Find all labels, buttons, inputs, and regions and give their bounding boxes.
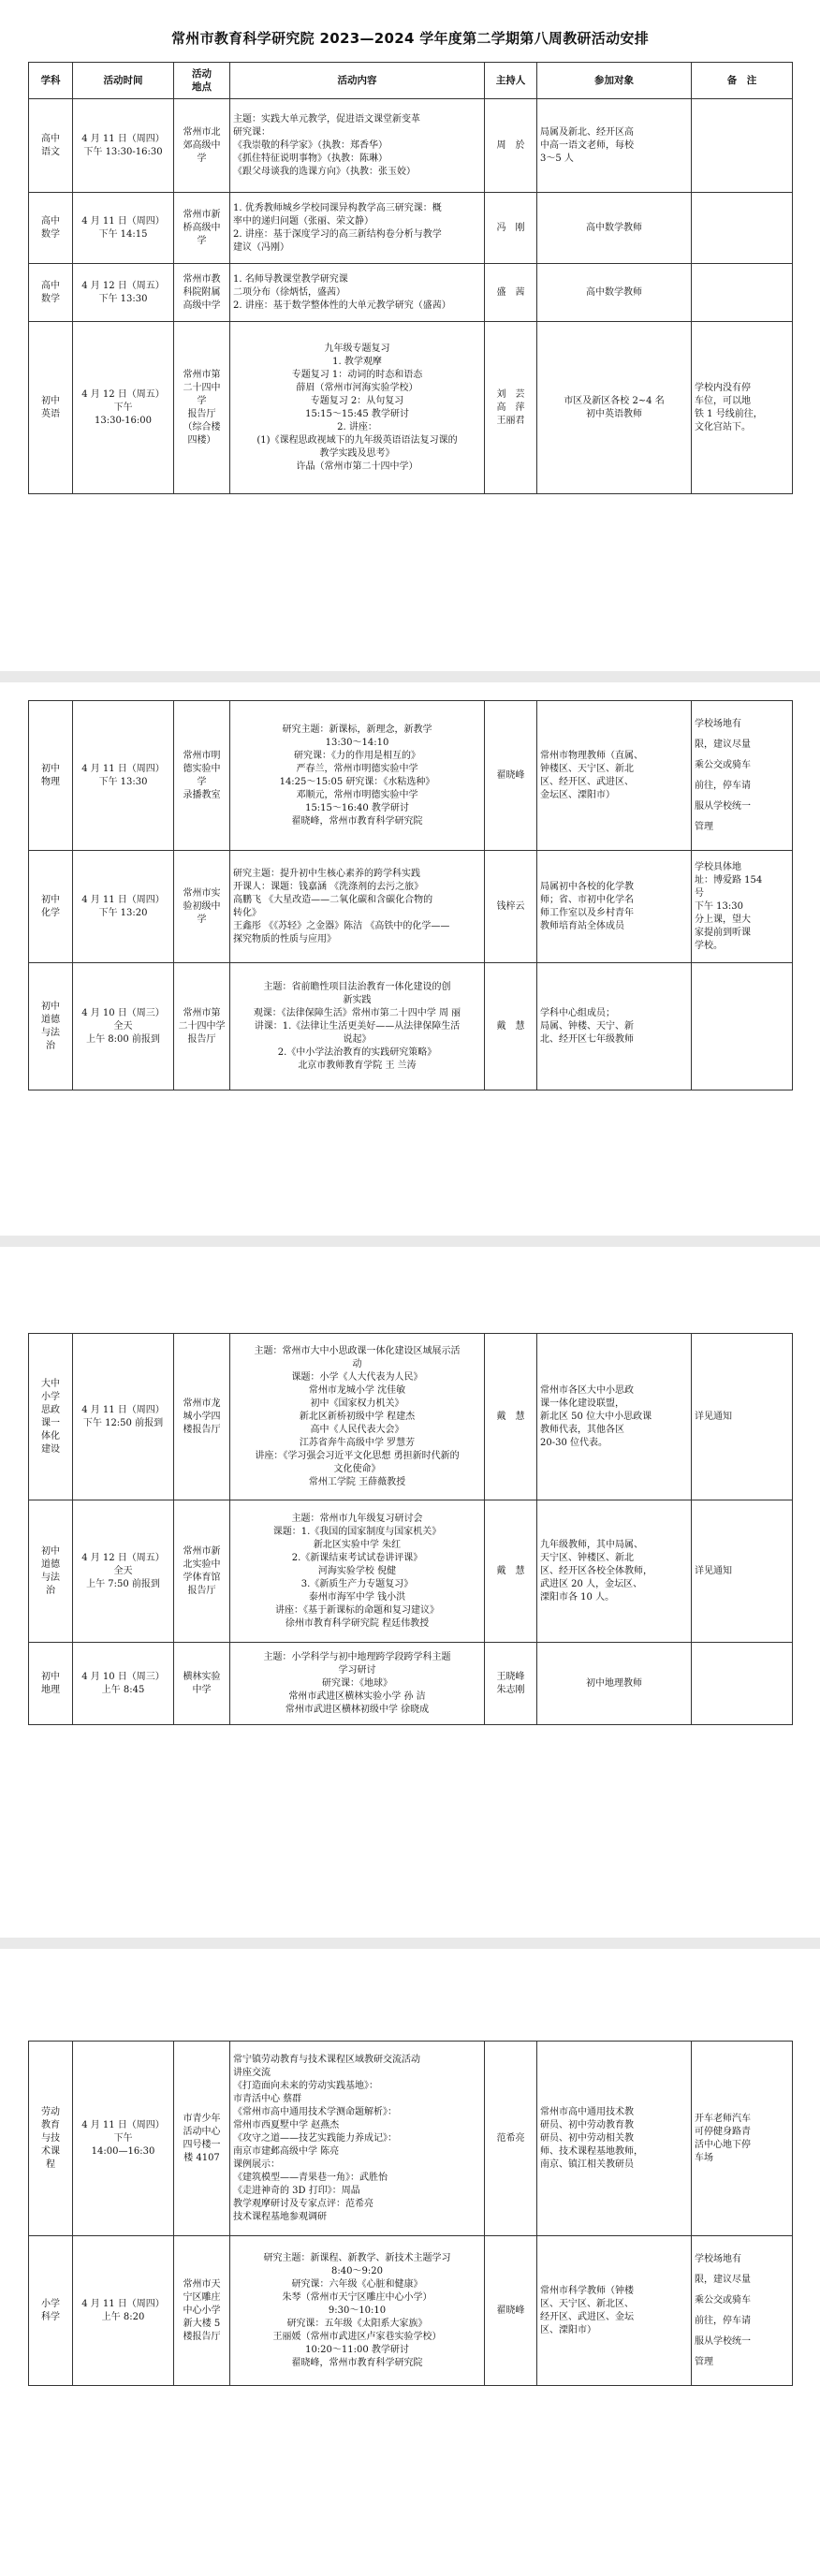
cell-audience: 高中数学教师 bbox=[537, 264, 692, 322]
cell-host: 冯 刚 bbox=[485, 193, 537, 264]
table-row bbox=[29, 193, 793, 264]
cell-subject: 初中 化学 bbox=[29, 851, 73, 963]
cell-host: 戴 慧 bbox=[485, 1334, 537, 1500]
header-remarks: 备 注 bbox=[692, 63, 793, 99]
cell-subject: 初中 英语 bbox=[29, 322, 73, 494]
cell-time: 4 月 10 日（周三） 上午 8:45 bbox=[73, 1643, 174, 1725]
cell-remarks bbox=[692, 264, 793, 322]
table-row bbox=[29, 851, 793, 963]
table-row bbox=[29, 322, 793, 494]
cell-host: 周 於 bbox=[485, 99, 537, 193]
cell-time: 4 月 12 日（周五） 下午 13:30 bbox=[73, 264, 174, 322]
table-row bbox=[29, 1643, 793, 1725]
cell-subject: 高中 语文 bbox=[29, 99, 73, 193]
schedule-table bbox=[28, 2041, 793, 2386]
schedule-block-3 bbox=[28, 1333, 792, 1725]
cell-remarks bbox=[692, 1643, 793, 1725]
schedule-table bbox=[28, 62, 793, 494]
cell-content: 常宁镇劳动教育与技术课程区域教研交流活动 讲座交流 《打造面向未来的劳动实践基地》： 市青活中心 蔡群 《常州市高中通用技术学测命题解析》： 常州市西夏墅中学 赵燕杰 《攻守之道——技艺实践能力养成记》： 南京市建邺高级中学 陈亮 课例展示： 《建筑模型——青果巷一角》：武胜怡 《走进神奇的 3D 打印》：周晶 教学观摩研讨及专家点评：范希亮 技术课程基地参观调研 bbox=[230, 2042, 485, 2236]
table-row bbox=[29, 1500, 793, 1643]
cell-content: 主题：常州市九年级复习研讨会 课题：1.《我国的国家制度与国家机关》 新北区实验中学 朱红 2.《新课结束考试试卷讲评课》 河海实验学校 倪健 3.《新质生产力专题复习》 泰州市海军中学 钱小洪 讲座：《基于新课标的命题和复习建议》 徐州市教育科学研究院 程廷伟教授 bbox=[230, 1500, 485, 1643]
cell-audience: 常州市各区大中小思政 课一体化建设联盟， 新北区 50 位大中小思政课 教师代表，其他各区 20-30 位代表。 bbox=[537, 1334, 692, 1500]
cell-audience: 九年级教师，其中局属、 天宁区、钟楼区、新北 区、经开区各校全体教师， 武进区 20 人，金坛区、 溧阳市各 10 人。 bbox=[537, 1500, 692, 1643]
cell-subject: 小学 科学 bbox=[29, 2236, 73, 2386]
cell-place: 横林实验 中学 bbox=[174, 1643, 230, 1725]
cell-place: 常州市新 桥高级中 学 bbox=[174, 193, 230, 264]
cell-content: 主题：常州市大中小思政课一体化建设区域展示活 动 课题：小学《人大代表为人民》 常州市龙城小学 沈佳敏 初中《国家权力机关》 新北区新桥初级中学 程建杰 高中《人民代表大会》 江苏省奔牛高级中学 罗慧芳 讲座：《学习强会习近平文化思想 勇担新时代新的 文化使命》 常州工学院 王薛薇教授 bbox=[230, 1334, 485, 1500]
cell-time: 4 月 10 日（周三） 全天 上午 8:00 前报到 bbox=[73, 963, 174, 1090]
cell-place: 常州市龙 城小学四 楼报告厅 bbox=[174, 1334, 230, 1500]
header-content: 活动内容 bbox=[230, 63, 485, 99]
schedule-block-2 bbox=[28, 700, 792, 1090]
cell-audience: 市区及新区各校 2~4 名 初中英语教师 bbox=[537, 322, 692, 494]
cell-remarks: 详见通知 bbox=[692, 1334, 793, 1500]
cell-content: 研究主题：新课标，新理念，新教学 13:30～14:10 研究课：《力的作用是相互的》 严春兰，常州市明德实验中学 14:25～15:05 研究课：《水粘选种》 邓顺元，常州市明德实验中学 15:15～16:40 教学研讨 翟晓峰，常州市教育科学研究院 bbox=[230, 701, 485, 851]
cell-place: 常州市教 科院附属 高级中学 bbox=[174, 264, 230, 322]
cell-host: 盛 茜 bbox=[485, 264, 537, 322]
cell-remarks: 详见通知 bbox=[692, 1500, 793, 1643]
cell-time: 4 月 11 日（周四） 下午 13:30 bbox=[73, 701, 174, 851]
cell-time: 4 月 11 日（周四） 下午 14:15 bbox=[73, 193, 174, 264]
cell-content: 主题：实践大单元教学，促进语文课堂新变革 研究课： 《我崇敬的科学家》（执教：郑香华） 《抓住特征说明事物》（执教：陈琳） 《跟父母谈我的选课方向》（执教：张玉姣） bbox=[230, 99, 485, 193]
cell-host: 王晓峰 朱志刚 bbox=[485, 1643, 537, 1725]
header-audience: 参加对象 bbox=[537, 63, 692, 99]
cell-subject: 初中 道德 与法 治 bbox=[29, 963, 73, 1090]
cell-subject: 高中 数学 bbox=[29, 264, 73, 322]
cell-place: 常州市新 北实验中 学体育馆 报告厅 bbox=[174, 1500, 230, 1643]
schedule-table bbox=[28, 1333, 793, 1725]
table-row bbox=[29, 701, 793, 851]
cell-host: 戴 慧 bbox=[485, 1500, 537, 1643]
cell-audience: 学科中心组成员； 局属、钟楼、天宁、新 北、经开区七年级教师 bbox=[537, 963, 692, 1090]
cell-place: 常州市第 二十四中 学 报告厅 （综合楼 四楼） bbox=[174, 322, 230, 494]
cell-content: 研究主题：新课程、新教学、新技术主题学习 8:40～9:20 研究课：六年级《心脏和健康》 朱琴（常州市天宁区雕庄中心小学） 9:30～10:10 研究课：五年级《太阳系大家族》 王丽媛（常州市武进区卢家巷实验学校） 10:20～11:00 教学研讨 翟晓峰，常州市教育科学研究院 bbox=[230, 2236, 485, 2386]
cell-place: 常州市实 验初级中 学 bbox=[174, 851, 230, 963]
cell-remarks bbox=[692, 193, 793, 264]
cell-audience: 局属及新北、经开区高 中高一语文老师，每校 3～5 人 bbox=[537, 99, 692, 193]
cell-place: 常州市明 德实验中 学 录播教室 bbox=[174, 701, 230, 851]
table-row bbox=[29, 2236, 793, 2386]
cell-time: 4 月 11 日（周四） 下午 13:20 bbox=[73, 851, 174, 963]
cell-time: 4 月 11 日（周四） 下午 13:30-16:30 bbox=[73, 99, 174, 193]
cell-subject: 初中 物理 bbox=[29, 701, 73, 851]
cell-time: 4 月 11 日（周四） 下午 14:00—16:30 bbox=[73, 2042, 174, 2236]
cell-audience: 常州市物理教师（直属、 钟楼区、天宁区、新北 区、经开区、武进区、 金坛区、溧阳市） bbox=[537, 701, 692, 851]
cell-subject: 劳动 教育 与技 术课 程 bbox=[29, 2042, 73, 2236]
cell-time: 4 月 11 日（周四） 上午 8:20 bbox=[73, 2236, 174, 2386]
schedule-block-4 bbox=[28, 2041, 792, 2386]
cell-audience: 局属初中各校的化学教 师；省、市初中化学名 师工作室以及乡村青年 教师培育站全体成员 bbox=[537, 851, 692, 963]
cell-host: 翟晓峰 bbox=[485, 2236, 537, 2386]
cell-host: 刘 芸 高 萍 王丽君 bbox=[485, 322, 537, 494]
cell-time: 4 月 12 日（周五） 下午 13:30-16:00 bbox=[73, 322, 174, 494]
cell-host: 翟晓峰 bbox=[485, 701, 537, 851]
page-gap bbox=[0, 671, 820, 682]
cell-content: 主题：小学科学与初中地理跨学段跨学科主题 学习研讨 研究课：《地球》 常州市武进区横林实验小学 孙 洁 常州市武进区横林初级中学 徐晓成 bbox=[230, 1643, 485, 1725]
cell-remarks: 学校具体地 址：博爱路 154 号 下午 13:30 分上课，望大 家提前到听课 学校。 bbox=[692, 851, 793, 963]
cell-content: 1. 优秀教师城乡学校同课异构教学高三研究课：概 率中的递归问题（张丽、荣文静） 2. 讲座：基于深度学习的高三新结构卷分析与教学 建议（冯刚） bbox=[230, 193, 485, 264]
cell-content: 研究主题：提升初中生核心素养的跨学科实践 开课人：课题：钱嘉涵 《洗涤剂的去污之旅》 高鹏飞 《大星改造——二氧化碳和含碳化合物的 转化》 王鑫彤 《《苏轻》之金器》陈洁 《高铁中的化学—— 探究物质的性质与应用》 bbox=[230, 851, 485, 963]
cell-remarks bbox=[692, 99, 793, 193]
page-gap bbox=[0, 1938, 820, 1949]
header-subject: 学科 bbox=[29, 63, 73, 99]
cell-content: 1. 名师导教课堂教学研究课 二项分布（徐炳恬，盛茜） 2. 讲座：基于数学整体性的大单元教学研究（盛茜） bbox=[230, 264, 485, 322]
cell-place: 常州市北 郊高级中 学 bbox=[174, 99, 230, 193]
schedule-block-1 bbox=[28, 62, 792, 494]
cell-subject: 高中 数学 bbox=[29, 193, 73, 264]
cell-remarks: 开车老师汽车 可停健身路青 活中心地下停 车场 bbox=[692, 2042, 793, 2236]
cell-content: 九年级专题复习 1. 教学观摩 专题复习 1：动词的时态和语态 薛眉（常州市河海实验学校） 专题复习 2：从句复习 15:15～15:45 教学研讨 2. 讲座： (1)《课程思政视域下的九年级英语语法复习课的 教学实践及思考》 许晶（常州市第二十四中学） bbox=[230, 322, 485, 494]
cell-place: 常州市天 宁区雕庄 中心小学 新大楼 5 楼报告厅 bbox=[174, 2236, 230, 2386]
header-place: 活动 地点 bbox=[174, 63, 230, 99]
table-row bbox=[29, 2042, 793, 2236]
cell-audience: 初中地理教师 bbox=[537, 1643, 692, 1725]
table-row bbox=[29, 1334, 793, 1500]
cell-place: 常州市第 二十四中学 报告厅 bbox=[174, 963, 230, 1090]
table-row bbox=[29, 264, 793, 322]
schedule-table bbox=[28, 700, 793, 1090]
cell-audience: 高中数学教师 bbox=[537, 193, 692, 264]
cell-remarks bbox=[692, 963, 793, 1090]
cell-host: 范希亮 bbox=[485, 2042, 537, 2236]
cell-place: 市青少年 活动中心 四号楼一 楼 4107 bbox=[174, 2042, 230, 2236]
cell-audience: 常州市科学教师（钟楼 区、天宁区、新北区、 经开区、武进区、金坛 区、溧阳市） bbox=[537, 2236, 692, 2386]
table-row bbox=[29, 963, 793, 1090]
cell-content: 主题：省前瞻性项目法治教育一体化建设的创 新实践 观课：《法律保障生活》常州市第二十四中学 周 丽 讲课：1.《法律让生活更美好——从法律保障生活 说起》 2.《中小学法治教育的实践研究策略》 北京市教师教育学院 王 兰涛 bbox=[230, 963, 485, 1090]
cell-host: 钱梓云 bbox=[485, 851, 537, 963]
header-time: 活动时间 bbox=[73, 63, 174, 99]
cell-remarks: 学校内没有停 车位，可以地 铁 1 号线前往， 文化宫站下。 bbox=[692, 322, 793, 494]
cell-remarks: 学校场地有 限，建议尽量 乘公交或骑车 前往，停车请 服从学校统一 管理 bbox=[692, 2236, 793, 2386]
cell-time: 4 月 11 日（周四） 下午 12:50 前报到 bbox=[73, 1334, 174, 1500]
table-header-row bbox=[29, 63, 793, 99]
page-title: 常州市教育科学研究院 2023—2024 学年度第二学期第八周教研活动安排 bbox=[170, 30, 650, 47]
cell-audience: 常州市高中通用技术教 研员、初中劳动教育教 研员、初中劳动相关教 师、技术课程基地教师， 南京、镇江相关教研员 bbox=[537, 2042, 692, 2236]
cell-time: 4 月 12 日（周五） 全天 上午 7:50 前报到 bbox=[73, 1500, 174, 1643]
table-row bbox=[29, 99, 793, 193]
header-host: 主持人 bbox=[485, 63, 537, 99]
cell-host: 戴 慧 bbox=[485, 963, 537, 1090]
cell-subject: 初中 地理 bbox=[29, 1643, 73, 1725]
cell-subject: 初中 道德 与法 治 bbox=[29, 1500, 73, 1643]
cell-subject: 大中 小学 思政 课一 体化 建设 bbox=[29, 1334, 73, 1500]
cell-remarks: 学校场地有 限，建议尽量 乘公交或骑车 前往，停车请 服从学校统一 管理 bbox=[692, 701, 793, 851]
page-gap bbox=[0, 1236, 820, 1247]
